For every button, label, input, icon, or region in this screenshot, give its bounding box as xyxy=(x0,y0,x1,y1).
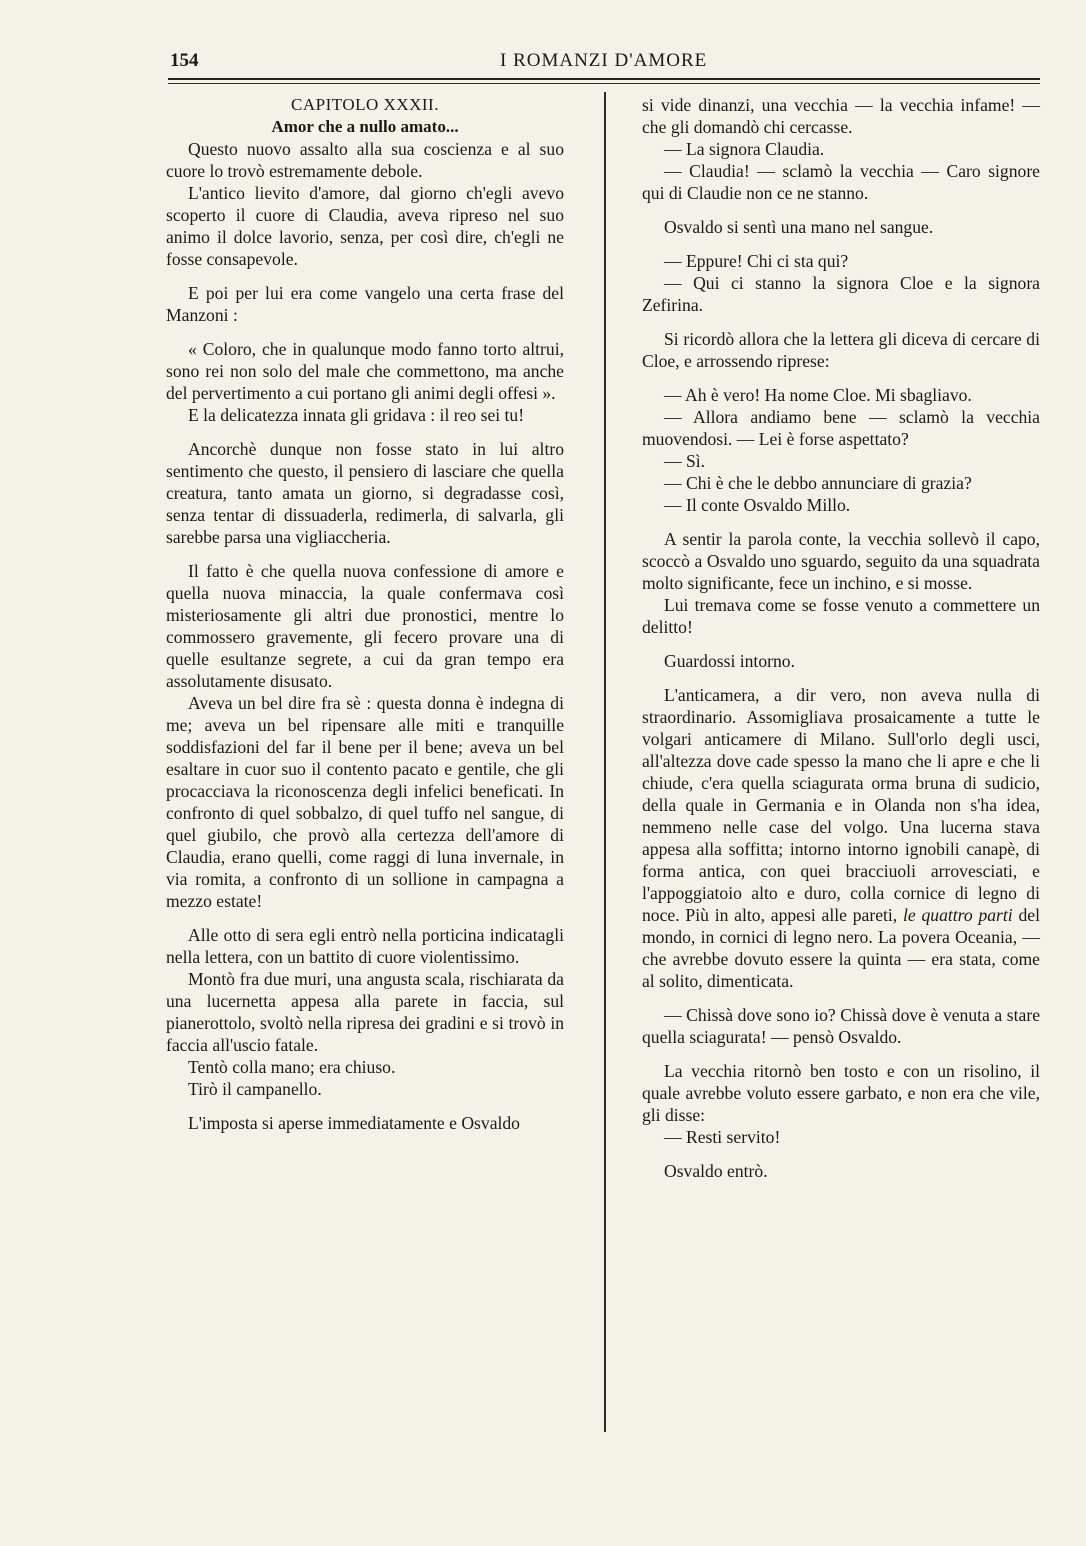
paragraph: Osvaldo entrò. xyxy=(664,1161,768,1181)
paragraph xyxy=(642,684,1040,992)
paragraph: — Chi è che le debbo annunciare di grazia? xyxy=(664,473,972,493)
paragraph: — Qui ci stanno la signora Cloe e la signora Zefirina. xyxy=(642,273,1040,315)
paragraph: si vide dinanzi, una vecchia — la vecchia infame! — che gli domandò chi cercasse. xyxy=(642,95,1040,137)
paragraph: « Coloro, che in qualunque modo fanno torto altrui, sono rei non solo del male che commettono, ma anche del pervertimento a cui portano gli animi degli offesi ». xyxy=(166,339,564,403)
italic-phrase: le quattro parti xyxy=(902,905,1013,925)
paragraph: — Eppure! Chi ci sta qui? xyxy=(664,251,849,271)
running-header xyxy=(170,48,1040,76)
chapter-subtitle: Amor che a nullo amato... xyxy=(271,117,459,136)
paragraph: — Claudia! — sclamò la vecchia — Caro signore qui di Claudie non ce ne stanno. xyxy=(642,161,1040,203)
chapter-heading: CAPITOLO XXXII. xyxy=(291,95,439,114)
paragraph: Montò fra due muri, una angusta scala, rischiarata da una lucernetta appesa alla parete in faccia, sul pianerottolo, svoltò nella ripresa dei gradini e si trovò in faccia all'uscio fatale. xyxy=(166,969,564,1055)
paragraph: E poi per lui era come vangelo una certa frase del Manzoni : xyxy=(166,283,564,325)
paragraph: E la delicatezza innata gli gridava : il reo sei tu! xyxy=(188,405,525,425)
paragraph: — La signora Claudia. xyxy=(664,139,825,159)
paragraph: — Ah è vero! Ha nome Cloe. Mi sbagliavo. xyxy=(664,385,972,405)
running-title: I ROMANZI D'AMORE xyxy=(500,50,708,71)
paragraph: La vecchia ritornò ben tosto e con un risolino, il quale avrebbe voluto essere garbato, e non era che vile, gli disse: xyxy=(642,1061,1040,1125)
paragraph: Alle otto di sera egli entrò nella porticina indicatagli nella lettera, con un battito di cuore violentissimo. xyxy=(166,925,564,967)
paragraph: Lui tremava come se fosse venuto a commettere un delitto! xyxy=(642,595,1040,637)
paragraph-text: L'anticamera, a dir vero, non aveva nulla di straordinario. Assomigliava prosaicamente a tutte le volgari anticamere di Milano. Sull'orlo degli usci, all'altezza dove cade spesso la mano che li apre e che li chiude, c'era quella sciagurata orma bruna di sudicio, della quale in Germania e in Olanda non s'ha idea, nemmeno nelle case del volgo. Una lucerna stava appesa alla soffitta; intorno intorno ignobili canapè, di forma antica, con quei bracciuoli arrovesciati, e l'appoggiatoio alto e duro, colla cornice di legno di noce. Più in alto, appesi alle pareti, xyxy=(642,685,1040,925)
paragraph: — Allora andiamo bene — sclamò la vecchia muovendosi. — Lei è forse aspettato? xyxy=(642,407,1040,449)
left-column xyxy=(166,94,564,1134)
header-rule-thin xyxy=(168,83,1040,84)
paragraph: Il fatto è che quella nuova confessione di amore e quella nuova minaccia, la quale confermava così misteriosamente gli altri due pronostici, mentre lo commossero gravemente, gli fecero provare una di quelle esultanze segrete, a cui da gran tempo era assolutamente disusato. xyxy=(166,561,564,691)
page-number: 154 xyxy=(170,50,199,71)
paragraph: Osvaldo si sentì una mano nel sangue. xyxy=(664,217,934,237)
left-paragraphs xyxy=(166,138,564,1134)
paragraph: Ancorchè dunque non fosse stato in lui altro sentimento che questo, il pensiero di lasciare che quella creatura, tanto amata un giorno, si degradasse così, senza tentar di dissuaderla, redimerla, di salvarla, gli sarebbe parsa una vigliaccheria. xyxy=(166,439,564,547)
paragraph: Questo nuovo assalto alla sua coscienza e al suo cuore lo trovò estremamente debole. xyxy=(166,139,564,181)
paragraph: L'antico lievito d'amore, dal giorno ch'egli avevo scoperto il cuore di Claudia, aveva ripreso nel suo animo il dolce lavorio, senza, per così dire, ch'egli ne fosse consapevole. xyxy=(166,183,564,269)
paragraph: — Il conte Osvaldo Millo. xyxy=(664,495,851,515)
column-divider xyxy=(604,92,606,1432)
paragraph: — Sì. xyxy=(664,451,706,471)
paragraph: Tirò il campanello. xyxy=(188,1079,322,1099)
paragraph: Si ricordò allora che la lettera gli diceva di cercare di Cloe, e arrossendo riprese: xyxy=(642,329,1040,371)
paragraph: Tentò colla mano; era chiuso. xyxy=(188,1057,396,1077)
header-rule xyxy=(168,78,1040,80)
paragraph-text-continued: del mondo, in cornici di legno nero. La povera Oceania, — che avrebbe dovuto essere la quinta — era stata, come al solito, dimenticata. xyxy=(642,905,1040,991)
right-column xyxy=(642,94,1040,1182)
paragraph: — Chissà dove sono io? Chissà dove è venuta a stare quella sciagurata! — pensò Osvaldo. xyxy=(642,1005,1040,1047)
paragraph: A sentir la parola conte, la vecchia sollevò il capo, scoccò a Osvaldo uno sguardo, seguito da una squadrata molto significante, fece un inchino, e si mosse. xyxy=(642,529,1040,593)
paragraph: — Resti servito! xyxy=(664,1127,781,1147)
paragraph: L'imposta si aperse immediatamente e Osvaldo xyxy=(188,1113,520,1133)
paragraph: Guardossi intorno. xyxy=(664,651,795,671)
right-paragraphs xyxy=(642,94,1040,1182)
paragraph: Aveva un bel dire fra sè : questa donna è indegna di me; aveva un bel ripensare alle miti e tranquille soddisfazioni del far il bene per il bene; aveva un bel esaltare in cuor suo il contento pacato e gentile, che gli procacciava la riconoscenza degli infelici beneficati. In confronto di quel sobbalzo, di quel tuffo nel sangue, di quel giubilo, che provò alla certezza dell'amore di Claudia, erano quelli, come raggi di luna invernale, in via romita, a confronto di un sollione in campagna a mezzo estate! xyxy=(166,693,564,911)
